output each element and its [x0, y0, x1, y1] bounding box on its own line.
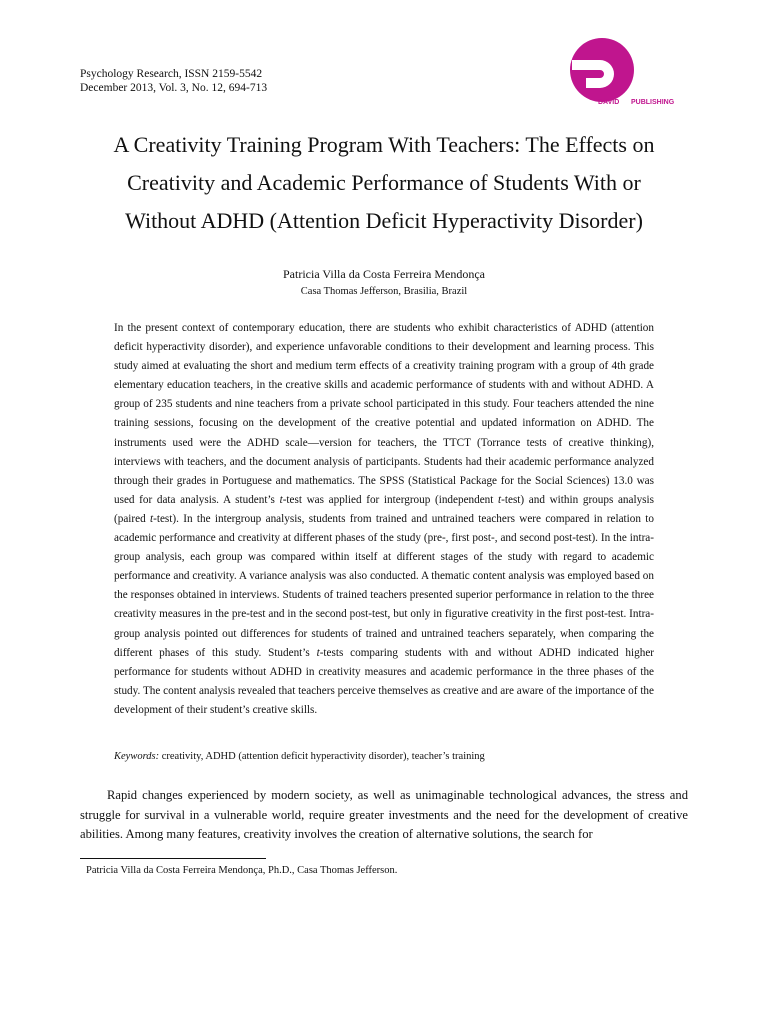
title-line-2: Creativity and Academic Performance of Students With or: [127, 170, 641, 195]
paper-title: [70, 126, 698, 240]
keywords-label: Keywords:: [114, 751, 160, 762]
abstract-text-1: In the present context of contemporary education, there are students who exhibit characteristics of ADHD (attention deficit hyperactivity disorder), and experience unfavorable conditions to their development and learning process. This study aimed at evaluating the short and medium term effects of a creativity training program with a group of 4th grade elementary education teachers, in the creative skills and academic performance of students with and without ADHD. A group of 235 students and nine teachers from a private school participated in this study. Four teachers attended the nine training sessions, focusing on the development of the creative potential and updated information on ADHD. The instruments used were the ADHD scale—version for teachers, the TTCT (Torrance tests of creative thinking), interviews with teachers, and the document analysis of participants. Students had their academic performance analyzed through their grades in Portuguese and mathematics. The SPSS (Statistical Package for the Social Sciences) 13.0 was used for data analysis. A student’s: [114, 322, 654, 506]
title-line-1: A Creativity Training Program With Teachers: The Effects on: [113, 132, 655, 157]
logo-text-david: DAVID: [598, 99, 620, 106]
keywords: [114, 751, 674, 762]
author-affiliation: Casa Thomas Jefferson, Brasilia, Brazil: [300, 286, 468, 297]
journal-citation: [80, 67, 267, 95]
abstract-text-2: -test was applied for intergroup (independent: [282, 493, 499, 506]
footnote: Patricia Villa da Costa Ferreira Mendonça, Ph.D., Casa Thomas Jefferson.: [86, 865, 398, 876]
title-line-3: Without ADHD (Attention Deficit Hyperactivity Disorder): [125, 208, 643, 233]
logo-text-publishing: PUBLISHING: [631, 99, 675, 106]
footnote-divider: [80, 858, 266, 859]
journal-name-issn: Psychology Research, ISSN 2159-5542: [80, 68, 263, 80]
t-italic: t: [498, 493, 502, 506]
abstract-text-5: -tests comparing students with and without ADHD indicated higher performance for students without ADHD in creativity measures and academic performance in the three phases of the study. The content analysis revealed that teachers perceive themselves as creative and are aware of the importance of the development of their student’s creative skills.: [114, 646, 655, 716]
t-italic: t: [316, 646, 320, 659]
journal-issue: December 2013, Vol. 3, No. 12, 694-713: [80, 82, 268, 94]
publisher-logo: [560, 38, 700, 110]
t-italic: t: [150, 512, 154, 525]
keywords-list: creativity, ADHD (attention deficit hyperactivity disorder), teacher’s training: [159, 751, 485, 762]
t-italic: t: [279, 493, 283, 506]
body-paragraph: Rapid changes experienced by modern society, as well as unimaginable technological advances, the stress and struggle for survival in a vulnerable world, require greater investments and the need for the development of creative abilities. Among many features, creativity involves the creation of alternative solutions, the search for: [80, 788, 688, 841]
abstract-text-3: -test) and within groups analysis (paired: [114, 493, 654, 525]
author-name: Patricia Villa da Costa Ferreira Mendonça: [283, 267, 485, 281]
abstract: [114, 319, 654, 720]
abstract-text-4: -test). In the intergroup analysis, students from trained and untrained teachers were compared in relation to academic performance and creativity at different phases of the study (pre-, first post-, and second post-test). In the intra-group analysis, each group was compared within itself at different stages of the study with regard to academic performance and creativity. A variance analysis was also conducted. A thematic content analysis was employed based on the responses obtained in interviews. Students of trained teachers presented superior performance in relation to the three creativity measures in the pre-test and in the second post-test, but only in figurative creativity in the first post-test. Intra-group analysis pointed out differences for students of trained and untrained teachers separately, when comparing the different phases of this study. Student’s: [114, 512, 654, 659]
